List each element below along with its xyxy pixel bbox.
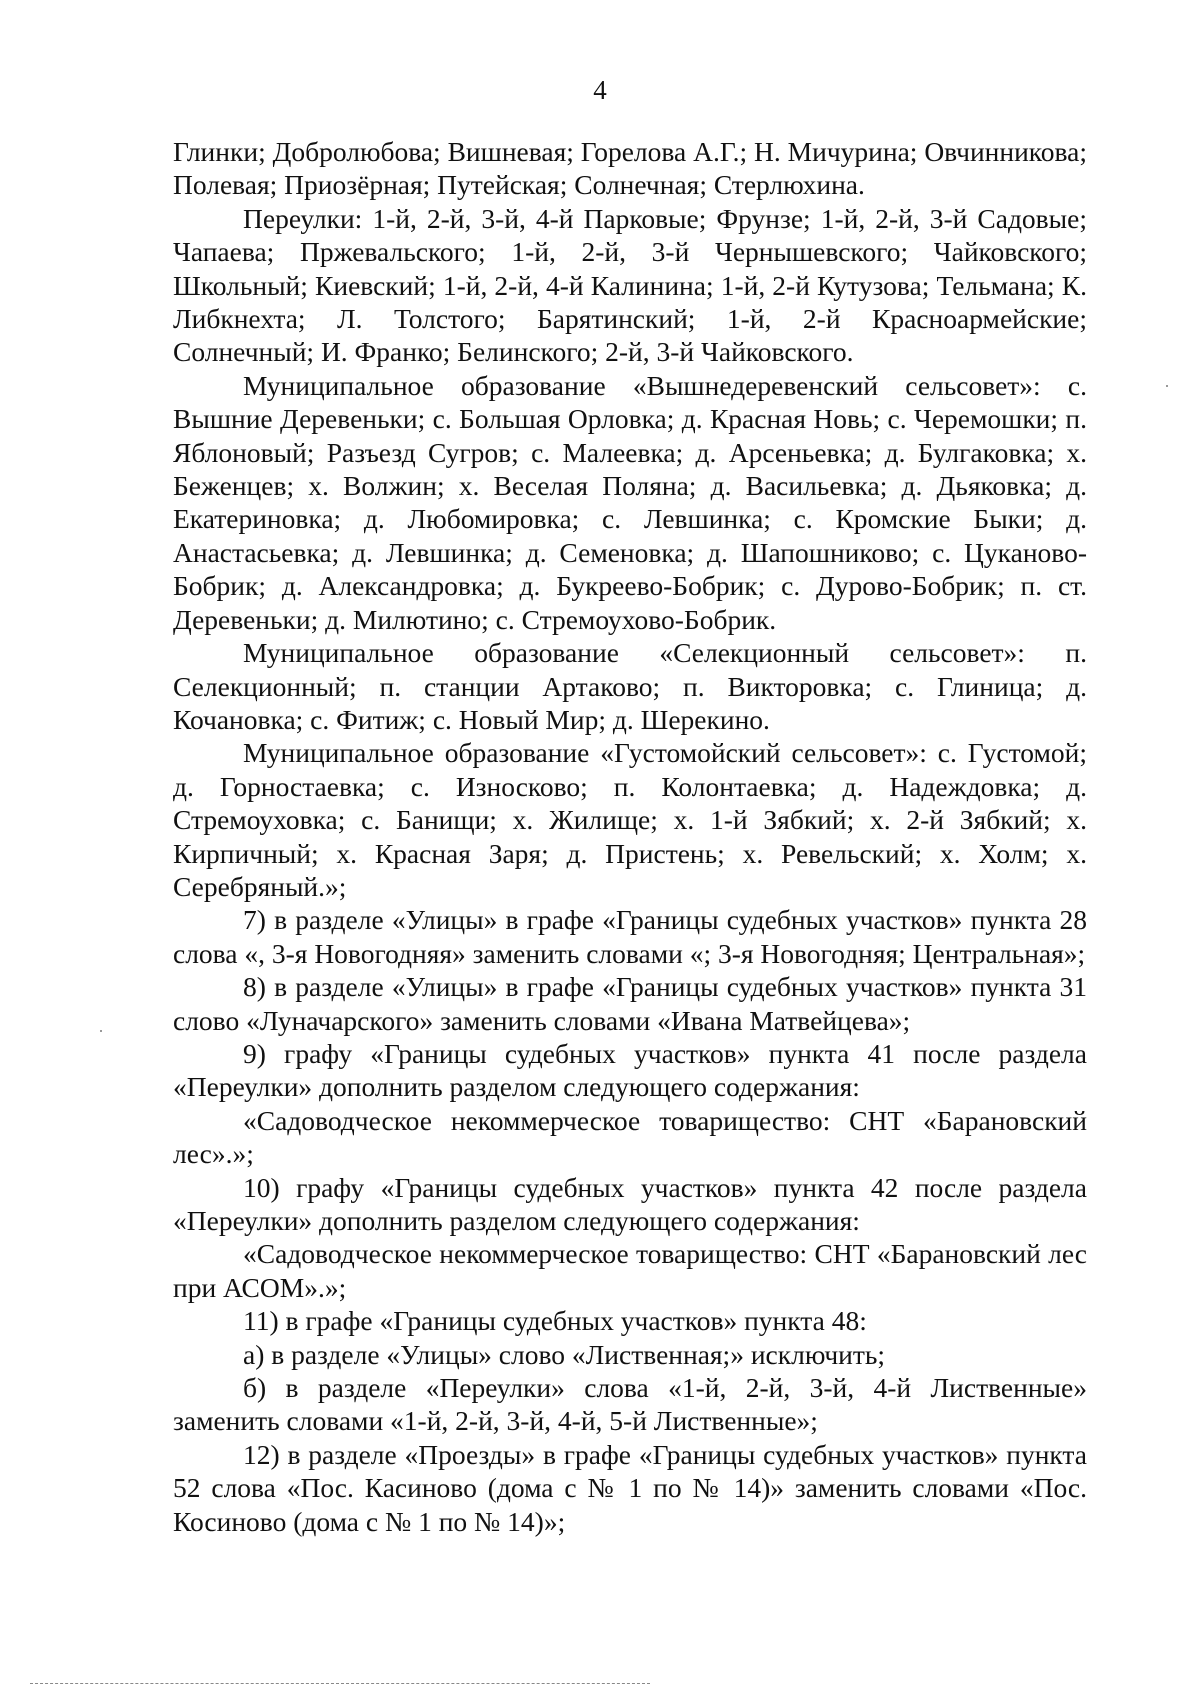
paragraph-item-12: 12) в разделе «Проезды» в графе «Границы судебных участков» пункта 52 слова «Пос. Касиново (дома с № 1 по № 14)» заменить словами «Пос. Косиново (дома с № 1 по № 14)»;	[173, 1438, 1087, 1537]
scan-edge-line	[30, 1683, 650, 1685]
paragraph-item-10: 10) графу «Границы судебных участков» пункта 42 после раздела «Переулки» дополнить разделом следующего содержания:	[173, 1171, 1087, 1236]
paragraph-gustomoysky: Муниципальное образование «Густомойский сельсовет»: с. Густомой; д. Горностаевка; с. Износково; п. Колонтаевка; д. Надеждовка; д. Стремоуховка; с. Банищи; х. Жилище; х. 1-й Зябкий; х. 2-й Зябкий; х. Кирпичный; х. Красная Заря; д. Пристень; х. Ревельский; х. Холм; х. Серебряный.»;	[173, 737, 1087, 902]
paragraph-item-11a: а) в разделе «Улицы» слово «Лиственная;» исключить;	[243, 1338, 886, 1370]
scan-speck	[1166, 385, 1168, 387]
page-number: 4	[593, 75, 607, 105]
paragraph-vyshnederevensky: Муниципальное образование «Вышнедеревенский сельсовет»: с. Вышние Деревеньки; с. Большая Орловка; д. Красная Новь; с. Черемошки; п. Яблоновый; Разъезд Сугров; с. Малеевка; д. Арсеньевка; д. Булгаковка; х. Беженцев; х. Волжин; х. Веселая Поляна; д. Васильевка; д. Дьяковка; д. Екатериновка; д. Любомировка; с. Левшинка; с. Кромские Быки; д. Анастасьевка; д. Левшинка; д. Семеновка; д. Шапошниково; с. Цуканово-Бобрик; д. Александровка; д. Букреево-Бобрик; с. Дурово-Бобрик; п. ст. Деревеньки; д. Милютино; с. Стремоухово-Бобрик.	[173, 369, 1087, 635]
paragraph-item-10-quote: «Садоводческое некоммерческое товарищество: СНТ «Барановский лес при АСОМ».»;	[173, 1238, 1087, 1303]
paragraph-item-11b: б) в разделе «Переулки» слова «1-й, 2-й, 3-й, 4-й Лиственные» заменить словами «1-й, 2-й, 3-й, 4-й, 5-й Лиственные»;	[173, 1372, 1087, 1437]
paragraph-item-7: 7) в разделе «Улицы» в графе «Границы судебных участков» пункта 28 слова «, 3-я Новогодняя» заменить словами «; 3-я Новогодняя; Центральная»;	[173, 904, 1087, 969]
paragraph-item-9-quote: «Садоводческое некоммерческое товарищество: СНТ «Барановский лес».»;	[173, 1104, 1087, 1170]
paragraph-selektsionny: Муниципальное образование «Селекционный сельсовет»: п. Селекционный; п. станции Артаково; п. Викторовка; с. Глиница; д. Кочановка; с. Фитиж; с. Новый Мир; д. Шерекино.	[173, 637, 1087, 735]
paragraph-item-11: 11) в графе «Границы судебных участков» пункта 48:	[243, 1305, 867, 1337]
document-body	[173, 135, 1087, 1538]
scan-speck	[100, 1030, 102, 1032]
paragraph-item-8: 8) в разделе «Улицы» в графе «Границы судебных участков» пункта 31 слово «Луначарского» заменить словами «Ивана Матвейцева»;	[173, 971, 1087, 1036]
paragraph-streets-continued: Глинки; Добролюбова; Вишневая; Горелова А.Г.; Н. Мичурина; Овчинникова; Полевая; Приозёрная; Путейская; Солнечная; Стерлюхина.	[173, 136, 1087, 201]
paragraph-lanes: Переулки: 1-й, 2-й, 3-й, 4-й Парковые; Фрунзе; 1-й, 2-й, 3-й Садовые; Чапаева; Пржевальского; 1-й, 2-й, 3-й Чернышевского; Чайковского; Школьный; Киевский; 1-й, 2-й, 4-й Калинина; 1-й, 2-й Кутузова; Тельмана; К. Либкнехта; Л. Толстого; Барятинский; 1-й, 2-й Красноармейские; Солнечный; И. Франко; Белинского; 2-й, 3-й Чайковского.	[173, 202, 1087, 368]
paragraph-item-9: 9) графу «Границы судебных участков» пункта 41 после раздела «Переулки» дополнить разделом следующего содержания:	[173, 1037, 1087, 1103]
